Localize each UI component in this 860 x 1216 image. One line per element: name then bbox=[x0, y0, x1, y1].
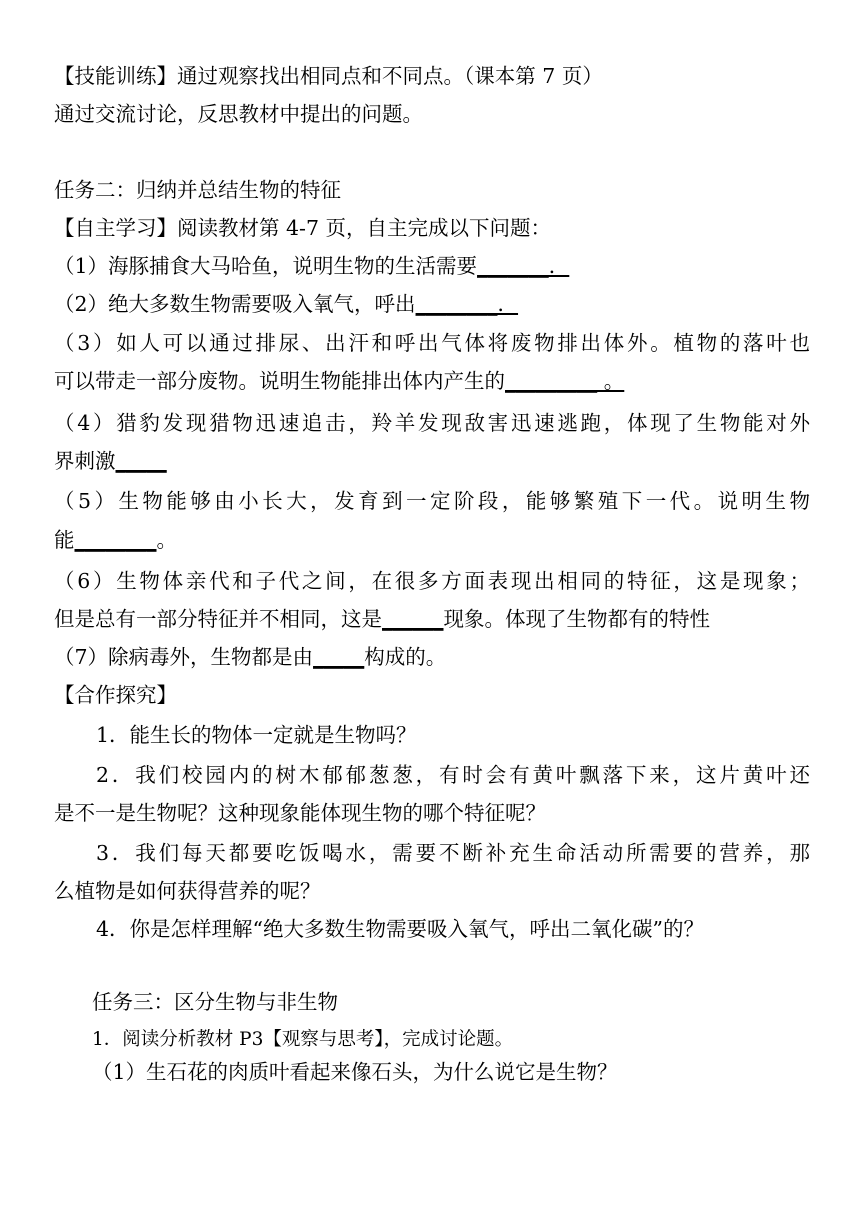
inquiry-question-2-line-1: 2．我们校园内的树木郁郁葱葱，有时会有黄叶飘落下来，这片黄叶还 bbox=[96, 763, 810, 787]
inquiry-question-3-line-1: 3．我们每天都要吃饭喝水，需要不断补充生命活动所需要的营养，那 bbox=[96, 841, 810, 865]
inquiry-question-4: 4．你是怎样理解“绝大多数生物需要吸入氧气，呼出二氧化碳”的？ bbox=[96, 917, 705, 941]
inquiry-question-1: 1．能生长的物体一定就是生物吗？ bbox=[96, 723, 417, 747]
skill-training-text: 通过观察找出相同点和不同点。（课本第 7 页） bbox=[177, 64, 603, 88]
question-6-line-2: 但是总有一部分特征并不相同，这是______现象。体现了生物都有的特性 bbox=[54, 607, 710, 631]
cooperative-inquiry-heading: 【合作探究】 bbox=[54, 683, 177, 707]
question-4-line-1: （4）猎豹发现猎物迅速追击，羚羊发现敌害迅速逃跑，体现了生物能对外 bbox=[54, 411, 810, 435]
question-3-line-2: 可以带走一部分废物。说明生物能排出体内产生的_________ 。 bbox=[54, 369, 625, 393]
question-1: （1）海豚捕食大马哈鱼，说明生物的生活需要_______． bbox=[54, 254, 570, 278]
inquiry-question-3-line-2: 么植物是如何获得营养的呢？ bbox=[54, 879, 321, 903]
self-study-line bbox=[54, 210, 810, 246]
answer-blank: _______． bbox=[477, 254, 570, 278]
question-4-line-2: 界刺激_____ bbox=[54, 449, 167, 473]
task3-title: 任务三：区分生物与非生物 bbox=[92, 990, 338, 1014]
question-2: （2）绝大多数生物需要吸入氧气，呼出________． bbox=[54, 292, 519, 316]
task2-title: 任务二：归纳并总结生物的特征 bbox=[54, 178, 341, 202]
answer-blank: _____ bbox=[313, 645, 365, 669]
task3-item-1: 1．阅读分析教材 P3【观察与思考】，完成讨论题。 bbox=[92, 1029, 514, 1050]
task3-sub-question-1: （1）生石花的肉质叶看起来像石头，为什么说它是生物？ bbox=[92, 1060, 618, 1084]
answer-blank: _____ bbox=[115, 449, 167, 473]
question-5-line-1: （5）生物能够由小长大，发育到一定阶段，能够繁殖下一代。说明生物 bbox=[54, 489, 810, 513]
skill-training-line bbox=[54, 58, 810, 94]
answer-blank: ______ bbox=[382, 607, 444, 631]
discussion-line: 通过交流讨论，反思教材中提出的问题。 bbox=[54, 102, 423, 126]
observe-think-tag: 【观察与思考】 bbox=[263, 1029, 384, 1050]
question-3-line-1: （3）如人可以通过排尿、出汗和呼出气体将废物排出体外。植物的落叶也 bbox=[54, 331, 810, 355]
answer-blank: ________ bbox=[74, 528, 157, 552]
question-5-line-2: 能________。 bbox=[54, 528, 177, 552]
answer-blank: _________ 。 bbox=[505, 369, 625, 393]
answer-blank: ________． bbox=[415, 292, 519, 316]
self-study-tag: 【自主学习】 bbox=[54, 216, 177, 240]
question-6-line-1: （6）生物体亲代和子代之间，在很多方面表现出相同的特征，这是现象； bbox=[54, 569, 810, 593]
self-study-text: 阅读教材第 4-7 页，自主完成以下问题： bbox=[177, 216, 552, 240]
inquiry-question-2-line-2: 是不一是生物呢？这种现象能体现生物的哪个特征呢？ bbox=[54, 801, 546, 825]
skill-training-tag: 【技能训练】 bbox=[54, 64, 177, 88]
question-7: （7）除病毒外，生物都是由_____构成的。 bbox=[54, 645, 447, 669]
